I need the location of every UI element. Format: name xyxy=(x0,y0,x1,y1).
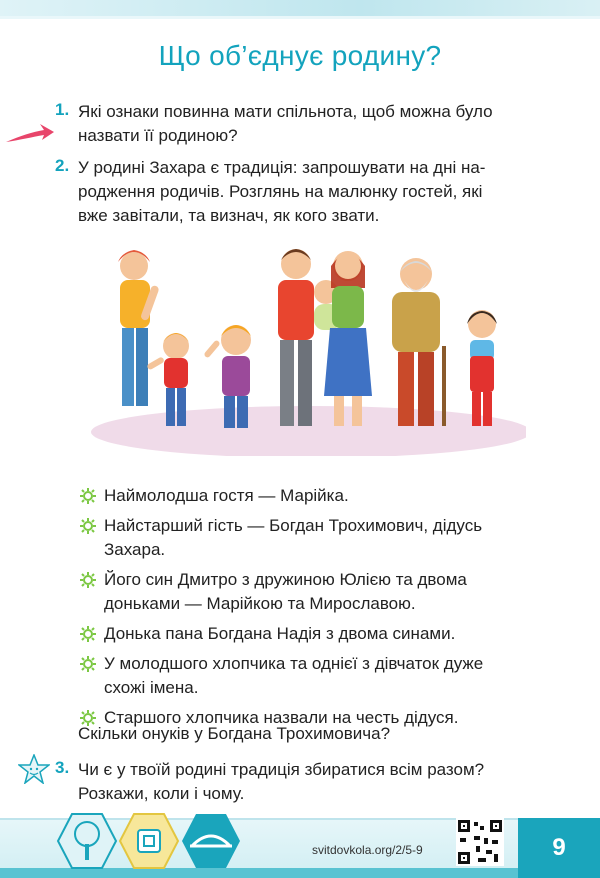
girl-figure xyxy=(467,310,497,426)
page-number: 9 xyxy=(518,818,600,878)
question-2-line: родження родичів. Розглянь на малюнку гостей, які xyxy=(78,182,483,201)
sun-bullet-icon xyxy=(80,656,96,672)
question-2-line: вже завітали, та визнач, як кого звати. xyxy=(78,206,380,225)
page-title: Що об’єднує родину? xyxy=(158,40,442,71)
fact-line: Донька пана Богдана Надія з двома синами. xyxy=(104,624,456,643)
tree-icon[interactable] xyxy=(56,812,118,870)
fact-line: Старшого хлопчика назвали на честь дідуся. xyxy=(104,708,459,727)
father-figure xyxy=(278,249,314,426)
fact-item xyxy=(78,652,568,700)
question-1-number: 1. xyxy=(55,100,70,119)
question-2-final: Скільки онуків у Богдана Трохимовича? xyxy=(78,724,391,743)
sun-bullet-icon xyxy=(80,626,96,642)
question-2-line: У родині Захара є традиція: запрошувати на дні на- xyxy=(78,158,486,177)
resource-link[interactable]: svitdovkola.org/2/5-9 xyxy=(312,843,423,857)
question-3 xyxy=(78,758,568,806)
grandfather-figure xyxy=(392,258,446,426)
small-boy-figure xyxy=(146,333,189,426)
sun-bullet-icon xyxy=(80,488,96,504)
woman-figure xyxy=(118,250,160,406)
fact-line: Захара. xyxy=(104,540,166,559)
family-illustration xyxy=(86,236,526,456)
fact-line: У молодшого хлопчика та однієї з дівчаток дуже xyxy=(104,654,484,673)
fact-line: Наймолодша гостя — Марійка. xyxy=(104,486,349,505)
question-3-number: 3. xyxy=(55,758,70,777)
question-2-number: 2. xyxy=(55,156,70,175)
mother-figure xyxy=(324,251,372,426)
question-1-line: Які ознаки повинна мати спільнота, щоб можна було xyxy=(78,102,493,121)
screen-icon[interactable] xyxy=(118,812,180,870)
qr-code-icon[interactable] xyxy=(456,818,504,866)
fact-item xyxy=(78,568,568,616)
fact-line: Найстарший гість — Богдан Трохимович, дідусь xyxy=(104,516,483,535)
sun-bullet-icon xyxy=(80,518,96,534)
fact-item xyxy=(78,622,568,646)
question-2 xyxy=(78,156,568,228)
top-decor-band xyxy=(0,0,600,16)
star-face-icon xyxy=(18,754,50,784)
fact-item xyxy=(78,514,568,562)
sun-bullet-icon xyxy=(80,572,96,588)
question-3-line: Чи є у твоїй родині традиція збиратися всім разом? xyxy=(78,760,485,779)
fact-item xyxy=(78,484,568,508)
bridge-icon[interactable] xyxy=(180,812,242,870)
arrow-pointer-icon xyxy=(4,118,54,146)
fact-line: Його син Дмитро з дружиною Юлією та двома xyxy=(104,570,467,589)
fact-line: доньками — Марійкою та Мирославою. xyxy=(104,594,416,613)
fact-line: схожі імена. xyxy=(104,678,199,697)
question-3-line: Розкажи, коли і чому. xyxy=(78,784,245,803)
question-1 xyxy=(78,100,568,148)
question-1-line: назвати її родиною? xyxy=(78,126,238,145)
facts-list xyxy=(78,484,568,736)
